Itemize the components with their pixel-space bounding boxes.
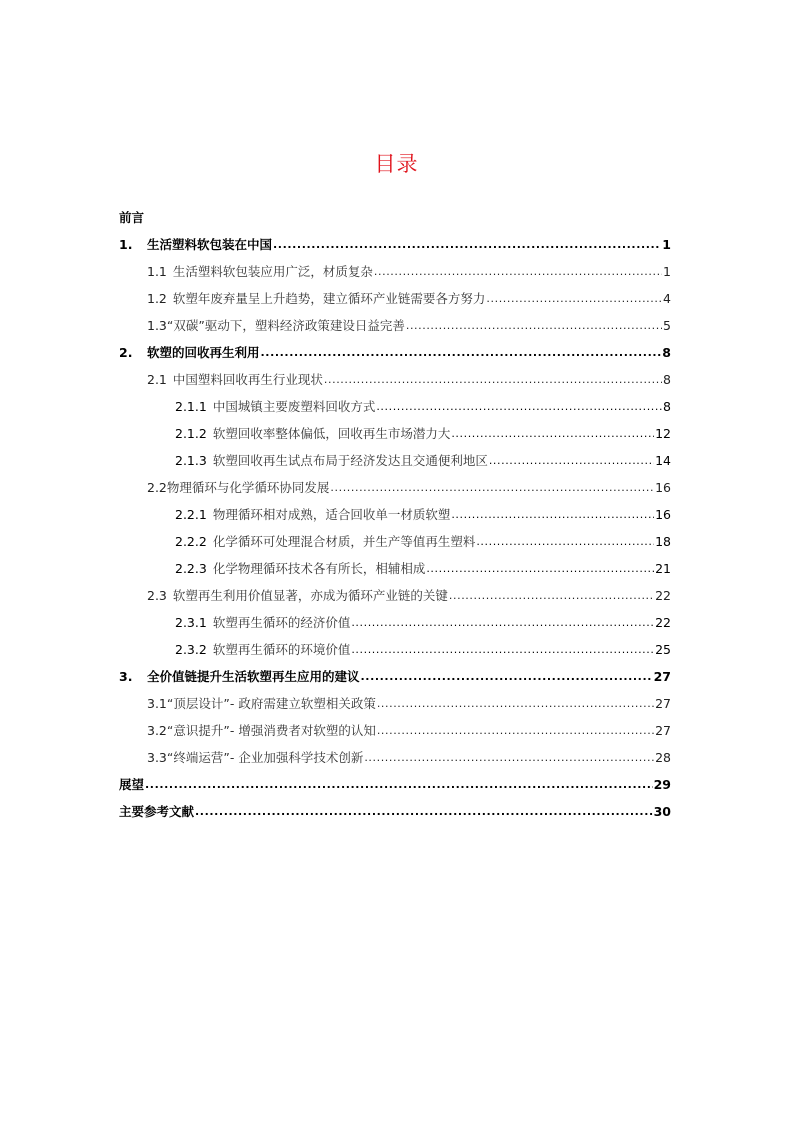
toc-entry[interactable]	[119, 478, 671, 496]
toc-entry[interactable]	[119, 532, 671, 550]
toc-entry-number: 2.3	[147, 588, 167, 603]
toc-entry-number: 2.	[119, 345, 133, 360]
dot-leader	[261, 345, 662, 361]
dot-leader	[145, 777, 653, 793]
toc-entry-page: 30	[653, 804, 671, 819]
dot-leader	[406, 318, 662, 334]
toc-entry-label: 中国城镇主要废塑料回收方式	[212, 399, 376, 414]
toc-entry-page: 5	[663, 318, 671, 333]
toc-entry-page: 27	[653, 669, 671, 684]
dot-leader	[377, 723, 654, 739]
toc-entry[interactable]	[119, 262, 671, 280]
toc-entry-page: 8	[663, 372, 671, 387]
toc-entry-label: 展望	[119, 777, 145, 792]
toc-entry-number: 1.	[119, 237, 133, 252]
toc-entry-label: 全价值链提升生活软塑再生应用的建议	[147, 669, 360, 684]
toc-entry-label: 中国塑料回收再生行业现状	[172, 372, 323, 387]
toc-entry-label: 软塑回收率整体偏低，回收再生市场潜力大	[212, 426, 451, 441]
toc-entry-page: 28	[655, 750, 671, 765]
dot-leader	[476, 534, 654, 550]
toc-entry[interactable]	[119, 343, 671, 361]
toc-entry-number: 3.	[119, 669, 133, 684]
toc-entry-label: 化学循环可处理混合材质，并生产等值再生塑料	[212, 534, 476, 549]
toc-entry[interactable]	[119, 451, 671, 469]
toc-entry-number: 3.3	[147, 750, 167, 765]
toc-entry-number: 2.1	[147, 372, 167, 387]
toc-entry[interactable]	[119, 559, 671, 577]
toc-entry-page: 21	[655, 561, 671, 576]
toc-entry-label: 软塑的回收再生利用	[147, 345, 260, 360]
toc-entry-number: 1.1	[147, 264, 167, 279]
toc-entry[interactable]	[119, 370, 671, 388]
toc-entry-page: 16	[655, 480, 671, 495]
toc-entry[interactable]	[119, 640, 671, 658]
dot-leader	[195, 804, 653, 820]
toc-entry-number: 2.3.1	[175, 615, 207, 630]
dot-leader	[351, 642, 654, 658]
toc-entry-label: “顶层设计”- 政府需建立软塑相关政策	[166, 696, 376, 711]
dot-leader	[351, 615, 654, 631]
toc-entry-page: 1	[662, 237, 671, 252]
toc-entry-number: 3.2	[147, 723, 167, 738]
toc-entry-number: 3.1	[147, 696, 167, 711]
dot-leader	[374, 264, 662, 280]
toc-entry-page: 25	[655, 642, 671, 657]
toc-entry-number: 2.1.3	[175, 453, 207, 468]
toc-entry-page: 29	[653, 777, 671, 792]
toc-entry-label: 软塑回收再生试点布局于经济发达且交通便利地区	[212, 453, 488, 468]
dot-leader	[426, 561, 654, 577]
toc-entry-page: 16	[655, 507, 671, 522]
toc-entry-label: 化学物理循环技术各有所长，相辅相成	[212, 561, 426, 576]
toc-entry-page: 4	[663, 291, 671, 306]
dot-leader	[361, 669, 653, 685]
toc-entry[interactable]	[119, 775, 671, 793]
toc-entry-number: 2.2	[147, 480, 167, 495]
page-title: 目录	[374, 152, 419, 176]
dot-leader	[376, 399, 662, 415]
toc-entry[interactable]	[119, 316, 671, 334]
toc-entry-label: “终端运营”- 企业加强科学技术创新	[166, 750, 364, 765]
toc-entry-label: 软塑再生循环的环境价值	[212, 642, 351, 657]
toc-entry[interactable]	[119, 694, 671, 712]
toc-entry-label: 软塑再生循环的经济价值	[212, 615, 351, 630]
toc-entry-page: 12	[655, 426, 671, 441]
toc-entry-label: 前言	[119, 210, 145, 225]
dot-leader	[330, 480, 654, 496]
dot-leader	[324, 372, 662, 388]
dot-leader	[489, 453, 654, 469]
toc-entry-number: 2.2.1	[175, 507, 207, 522]
toc-entry-page: 14	[655, 453, 671, 468]
toc-entry-label: 主要参考文献	[119, 804, 195, 819]
dot-leader	[486, 291, 662, 307]
toc-entry[interactable]	[119, 397, 671, 415]
dot-leader	[451, 426, 654, 442]
toc-entry-number: 2.3.2	[175, 642, 207, 657]
toc-entry-label: 软塑年废弃量呈上升趋势，建立循环产业链需要各方努力	[172, 291, 486, 306]
toc-entry[interactable]	[119, 289, 671, 307]
toc-entry-page: 8	[663, 399, 671, 414]
toc-entry[interactable]	[119, 721, 671, 739]
toc-entry[interactable]	[119, 748, 671, 766]
toc-entry-label: 物理循环与化学循环协同发展	[166, 480, 330, 495]
dot-leader	[451, 507, 654, 523]
toc-entry-number: 2.2.3	[175, 561, 207, 576]
toc-entry-page: 18	[655, 534, 671, 549]
toc-entry-number: 2.1.2	[175, 426, 207, 441]
toc-entry[interactable]	[119, 505, 671, 523]
toc-entry-page: 22	[655, 615, 671, 630]
toc-entry-page: 27	[655, 723, 671, 738]
toc-entry-page: 1	[663, 264, 671, 279]
toc-entry-preface[interactable]	[119, 208, 671, 226]
toc-entry-number: 1.2	[147, 291, 167, 306]
toc-entry-label: 物理循环相对成熟，适合回收单一材质软塑	[212, 507, 451, 522]
toc-entry-page: 8	[662, 345, 671, 360]
toc-entry[interactable]	[119, 667, 671, 685]
dot-leader	[364, 750, 654, 766]
toc-entry[interactable]	[119, 802, 671, 820]
toc-entry[interactable]	[119, 613, 671, 631]
toc-entry[interactable]	[119, 586, 671, 604]
toc-entry[interactable]	[119, 235, 671, 253]
toc-entry-number: 2.2.2	[175, 534, 207, 549]
toc-entry-page: 27	[655, 696, 671, 711]
toc-entry-label: 生活塑料软包装应用广泛，材质复杂	[172, 264, 373, 279]
dot-leader	[449, 588, 654, 604]
toc-entry-number: 2.1.1	[175, 399, 207, 414]
dot-leader	[273, 237, 661, 253]
toc-entry-label: “意识提升”- 增强消费者对软塑的认知	[166, 723, 376, 738]
toc-entry-number: 1.3	[147, 318, 167, 333]
dot-leader	[377, 696, 654, 712]
toc-entry-page: 22	[655, 588, 671, 603]
toc-entry-label: 软塑再生利用价值显著，亦成为循环产业链的关键	[172, 588, 448, 603]
toc-entry-label: 生活塑料软包装在中国	[147, 237, 273, 252]
toc-entry-label: “双碳”驱动下，塑料经济政策建设日益完善	[166, 318, 405, 333]
toc-entry[interactable]	[119, 424, 671, 442]
